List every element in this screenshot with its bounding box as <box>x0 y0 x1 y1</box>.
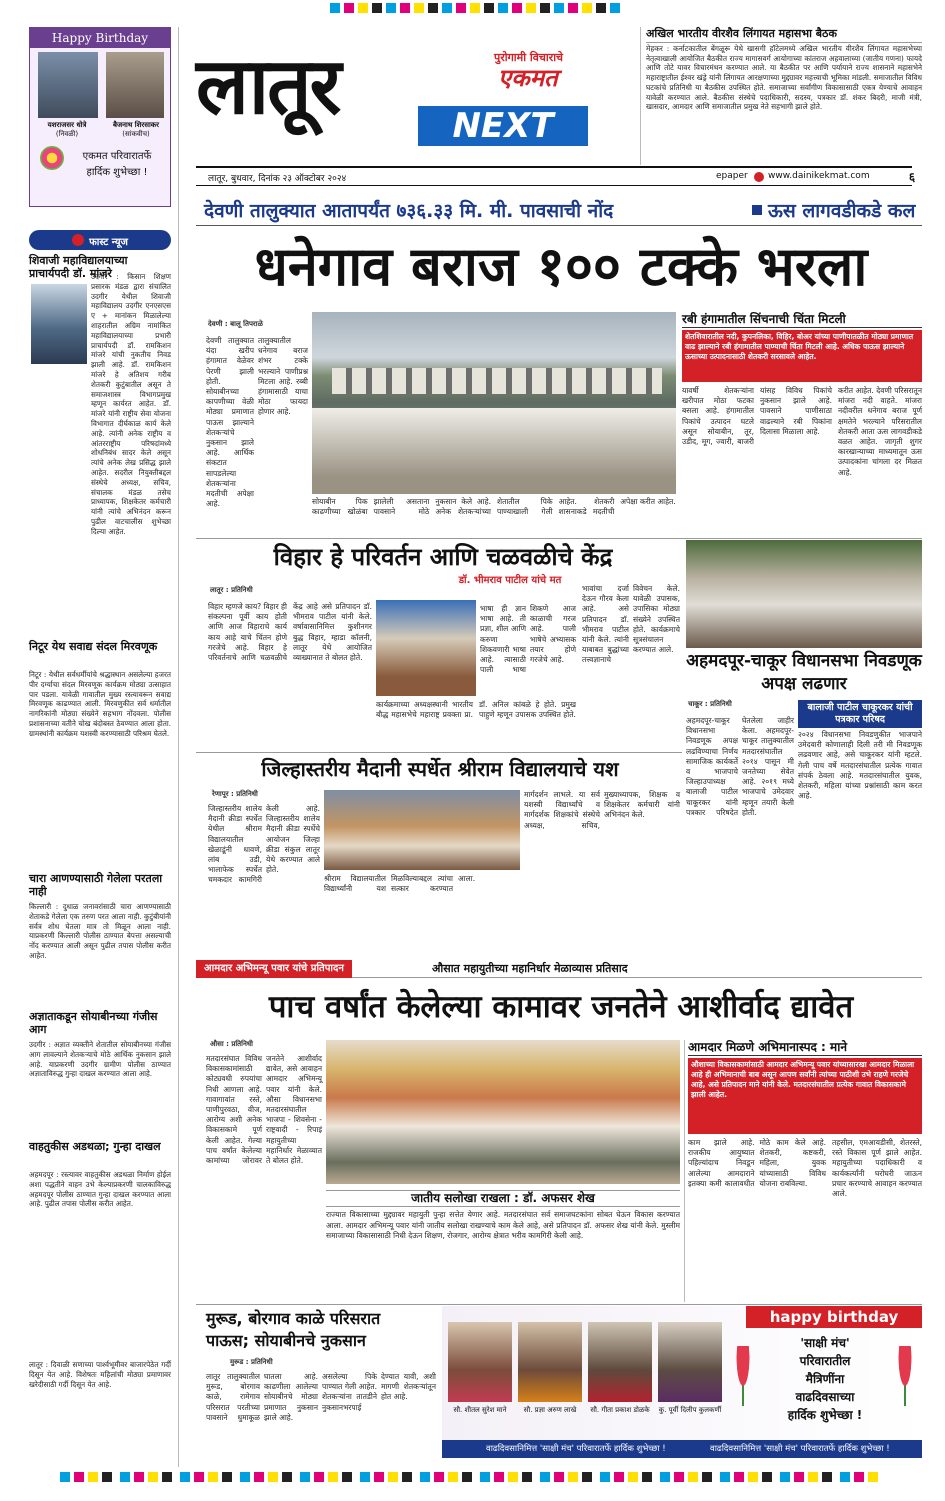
news-3-text: किल्लारी : दुधाळ जनावरांसाठी चारा आणण्यासाठी शेताकडे गेलेला एक तरुण परत आला नाही. कुटुंबीयांनी सर्वत्र शोध घेतला मात्र तो मिळून आला नाही. याप्रकरणी किल्लारी पोलीस ठाण्यात बेपत्ता असल्याची नोंद करण्यात आली असून पुढील तपास पोलीस करीत आहेत. <box>29 902 171 960</box>
banner-strap <box>196 194 922 226</box>
birthday-wish-2: परिवारातील <box>799 1354 851 1368</box>
fast-news-text: फास्ट न्यूज <box>89 237 128 248</box>
dam-col-2: तालुक्यातील धनेगाव बराज शंभर टक्के भरल्याने पाणीप्रश्न मिटला आहे. रब्बी हंगामासाठी याचा मोठा फायदा होणार आहे. <box>258 336 308 417</box>
flower-icon <box>40 146 64 170</box>
right-top-heading: अखिल भारतीय वीरशैव लिंगायत महासभा बैठक <box>646 27 922 43</box>
registration-bar-bottom <box>60 1472 880 1482</box>
masthead-rule <box>640 27 641 165</box>
mane-rule <box>684 1040 685 1302</box>
dam-sub-lead: शेतशिवारातील नदी, कुपनलिका, विहिर, बोअर यांच्या पाणीपातळीत मोठ्या प्रमाणात वाढ झाल्याने रबी हंगामातील पाण्याची चिंता मिटली आहे. अधिक पाऊस झाल्याने ऊसाच्या उत्पादनासाठी शेतकरी सरसावले आहेत. <box>682 330 922 382</box>
school-col-1: जिल्हास्तरीय शालेय मैदानी क्रीडा स्पर्धेत येथील श्रीराम विद्यालयातील खेळाडूंनी धावणे, लांब उडी, भालाफेक स्पर्धेत चमकदार कामगिरी केली आहे. जिल्हास्तरीय शालेय मैदानी क्रीडा स्पर्धेचे आयोजन जिल्हा क्रीडा संकुल लातूर येथे करण्यात आले होते. <box>208 804 320 885</box>
left-column-rule <box>178 27 179 1467</box>
ahmedpur-col-2: २०२४ विधानसभा निवडणुकीत भाजपाने उमेदवारी कोणालाही दिली तरी मी निवडणूक लढवणार आहे, असे चाकूरकर यांनी म्हटले. गेली पाच वर्षे मतदारसंघातील प्रत्येक गावात संपर्क ठेवला आहे. मतदारसंघातील युवक, शेतकरी, महिला यांच्या प्रश्नांसाठी काम करत आहे. <box>798 730 922 801</box>
news-3-headline: चारा आणण्यासाठी गेलेला परतला नाही <box>29 872 163 898</box>
dateline: लातूर, बुधवार, दिनांक २३ ऑक्टोबर २०२४ <box>208 174 347 184</box>
pawar-sub-head: जातीय सलोखा राखला : डॉ. अफसर शेख <box>326 1190 680 1207</box>
birthday-photo-b1 <box>448 1322 512 1402</box>
bihar-photo-caption: कार्यक्रमाच्या अध्यक्षस्थानी भारतीय बौद्ध महासभेचे महाराष्ट्र प्रवक्ता प्रा. डॉ. अनिल कांबळे हे होते. प्रमुख पाहुणे म्हणून उपासक उपस्थित होते. <box>376 700 576 720</box>
rule-after-bihar <box>196 752 682 753</box>
dam-photo <box>312 312 676 494</box>
news-4-headline: अज्ञाताकडून सोयाबीनच्या गंजीस आग <box>29 1010 158 1036</box>
bihar-col-1: विहार म्हणजे काय? विहार ही संकल्पना पूर्वी काय होती आणि आज विहाराचे कार्य काय आहे याचे चिंतन होणे गरजेचे आहे. विहार हे परिवर्तनाचे आणि चळवळीचे केंद्र आहे असे प्रतिपादन डॉ. भीमराव पाटील यांनी केले. वर्षावासानिमित्त कुशीनगर बुद्ध विहार, म्हाडा कॉलनी, लातूर येथे आयोजित व्याख्यानात ते बोलत होते. <box>208 602 372 663</box>
birthday-place-1: (निवळी) <box>55 130 79 138</box>
news-1-headline: शिवाजी महाविद्यालयाच्या प्राचार्यपदी डॉ. मांजरे <box>29 254 128 280</box>
birthday-name-b2: सौ. प्रज्ञा अरुण लाखे <box>523 1406 577 1414</box>
birthday-name-2: बैजनाथ शिरसाकर <box>112 121 160 129</box>
birthday-name-1: यशराजसर धोत्रे <box>47 121 87 129</box>
banner-strap-a: देवणी तालुक्यात आतापर्यंत ७३६.३३ मि. मी. पावसाची नोंद <box>204 200 614 222</box>
bihar-col-2: भाषा ही ज्ञान भाषा आहे. ती प्रज्ञा, शील आणि करुणा शिकवणारी भाषा आहे. त्यासाठी पाली भाषा शिकणे आज काळाची गरज आहे. पाली भाषेचे अभ्यासक तयार होणे गरजेचे आहे. <box>480 604 576 675</box>
birthday-banner: happy birthday <box>746 1306 922 1328</box>
ahmedpur-sub-head: बालाजी पाटील चाकूरकर यांची पत्रकार परिषद <box>798 700 922 728</box>
birthday-name-b4: कु. पूर्वी दिलीप कुलकर्णी <box>658 1406 722 1414</box>
fast-news-label <box>29 230 171 250</box>
right-top-text: मेहकर : कर्नाटकातील बेंगळूरू येथे खासगी हॉटेलमध्ये अखिल भारतीय वीरशैव लिंगायत महासभेच्या नेतृत्वाखाली आयोजित बैठकीत राज्य मागासवर्ग आयोगाच्या कांतराज अहवालाच्या (जातीय गणना) फायदे आणि तोटे यावर विचारमंथन करण्यात आले. या बैठकीत पर आणि पर्यायाने राज्य शासनाने महासभेने महाराष्ट्रातील ईश्वर खंड्रे यांनी लिंगायत आरक्षणाच्या मुद्द्यावर महत्त्वाची भूमिका मांडली. समाजातील विविध घटकांचे प्रतिनिधी या बैठकीस उपस्थित होते. समाजाच्या सर्वांगीण विकासासाठी एकत्र येण्याचे आवाहन यावेळी करण्यात आले. बैठकीस संस्थेचे पदाधिकारी, सदस्य, पत्रकार डॉ. शंकर बिदरी, माजी मंत्री, खासदार, आमदार आणि समाजातील प्रमुख नेते सहभागी झाले होते. <box>646 44 922 112</box>
birthday-wish-5: हार्दिक शुभेच्छा ! <box>787 1408 863 1422</box>
pawar-photo <box>326 1040 680 1184</box>
news-1-text: उदगीर : किसान शिक्षण प्रसारक मंडळ द्वारा संचालित उदगीर येथील शिवाजी महाविद्यालय उदगीर एनएसएस ए + मानांकन मिळालेल्या शाहरातील अग्रिम नामांकित महाविद्यालयाच्या प्रभारी प्राचार्यपदी डॉ. रामकिशन मांजरे यांची नुकतीच निवड झाली आहे. डॉ. रामकिशन मांजरे हे अतिशय गरीब शेतकरी कुटुंबातील असून ते समाजशास्त्र विभागप्रमुख म्हणून कार्यरत आहेत. डॉ. मांजरे यांनी राष्ट्रीय सेवा योजना विभागात दीर्घकाळ कार्य केले आहे. त्यांनी अनेक राष्ट्रीय व आंतरराष्ट्रीय परिषदांमध्ये शोधनिबंध सादर केले असून त्यांचे अनेक लेख प्रसिद्ध झाले आहेत. सदरील नियुक्तीबद्दल संस्थेचे अध्यक्ष, सचिव, संचालक मंडळ तसेच प्राध्यापक, शिक्षकेतर कर्मचारी यांनी त्यांचे अभिनंदन करून पुढील वाटचालीस शुभेच्छा दिल्या आहेत. <box>91 272 171 536</box>
registration-bar-top <box>330 3 620 13</box>
dam-col-1: देवणी तालुक्यात यंदा खरीप हंगामात वेळेवर पेरणी झाली होती. सोयाबीनच्या कापणीच्या वेळी मोठ्या प्रमाणात पाऊस झाल्याने शेतकऱ्यांचे नुकसान झाले आहे. आर्थिक संकटात सापडलेल्या शेतकऱ्यांना मदतीची अपेक्षा आहे. <box>206 336 254 509</box>
birthday-box-left <box>29 27 171 207</box>
rule-after-dam <box>196 538 922 539</box>
square-bullet-icon <box>752 205 762 215</box>
rule-after-pawar <box>196 1304 922 1305</box>
bihar-photo <box>376 600 476 696</box>
murud-headline-1: मुरूड, बोरगाव काळे परिसरात <box>206 1309 381 1328</box>
news-5-headline: वाहतुकीस अडथळा; गुन्हा दाखल <box>29 1140 161 1153</box>
murud-col-2: असलेल्या पिके पाण्यात गेली आहेत. शेतकऱ्यांना तातडीने नुकसानभरपाई देण्यात यावी, अशी मागणी शेतकऱ्यांतून होत आहे. <box>322 1372 436 1412</box>
birthday-greeting-1: एकमत परिवारातर्फे <box>82 151 152 162</box>
masthead-next: NEXT <box>418 106 588 146</box>
news-5-text: अहमदपूर : रस्त्यावर वाहतुकीस अडथळा निर्माण होईल अशा पद्धतीने वाहन उभे केल्याप्रकरणी चालकाविरुद्ध अहमदपूर पोलीस ठाण्यात गुन्हा दाखल करण्यात आला आहे. पुढील तपास पोलीस करीत आहेत. <box>29 1170 171 1209</box>
birthday-name-b3: सौ. गीता प्रकाश डोळके <box>590 1406 650 1414</box>
dam-under-photo: सोयाबीन पिक काढणीच्या खोळंबा झालेली असताना पावसाने मोठे नुकसान केले आहे. अनेक शेतकऱ्यांच्या शेतातील पिके पाण्याखाली गेली आहेत. शेतकरी शासनाकडे मदतीची अपेक्षा करीत आहेत. <box>312 497 676 517</box>
mane-heading: आमदार मिळणे अभिमानास्पद : माने <box>688 1040 922 1056</box>
pawar-strap <box>196 960 922 978</box>
bihar-quote-head: डॉ. भीमराव पाटील यांचे मत <box>458 575 562 586</box>
bihar-byline: लातूर : प्रतिनिधी <box>210 586 253 594</box>
banner-strap-b: ऊस लागवडीकडे कल <box>768 200 916 222</box>
dam-structure <box>332 368 662 394</box>
birthday-ticker <box>442 1440 922 1458</box>
mane-col-2: तहसील, एमआयडीसी, शेतरस्ते, रस्ते विकास पूर्ण झाले आहेत. महायुतीच्या पदाधिकारी व कार्यकर्त्यांनी घरोघरी जाऊन प्रचार करण्याचे आवाहन करण्यात आले. <box>832 1138 922 1199</box>
masthead-brand: एकमत <box>498 64 558 92</box>
fast-news-badge-icon <box>72 234 84 246</box>
birthday-photo-2 <box>106 52 164 118</box>
birthday-bottom-box <box>442 1306 922 1456</box>
birthday-wish-3: मैत्रिणींना <box>805 1372 845 1386</box>
birthday-wish-1: 'साक्षी मंच' <box>800 1336 850 1350</box>
birthday-heading: Happy Birthday <box>30 28 170 48</box>
news-4-text: उदगीर : अज्ञात व्यक्तीने शेतातील सोयाबीनच्या गंजीस आग लावल्याने शेतकऱ्याचे मोठे आर्थिक नुकसान झाले आहे. याप्रकरणी उदगीर ग्रामीण पोलीस ठाण्यात अज्ञाताविरुद्ध गुन्हा दाखल करण्यात आला आहे. <box>29 1040 171 1079</box>
ahmedpur-col-1: अहमदपूर-चाकूर विधानसभा निवडणूक अपक्ष लढविण्याचा निर्णय सामाजिक कार्यकर्ते व भाजपाचे जिल्हाउपाध्यक्ष बालाजी पाटील चाकूरकर यांनी पत्रकार परिषदेत घेतलेला जाहीर केला. अहमदपूर-चाकूर तालुक्यातील मतदारसंघातील २०१४ पासून मी जनतेच्या सेवेत आहे. २०१९ मध्ये भाजपाचे उमेदवार म्हणून तयारी केली होती. <box>686 716 794 817</box>
pawar-strap-left: आमदार अभिमन्यू पवार यांचे प्रतिपादन <box>196 960 352 978</box>
birthday-wish-4: वाढदिवसाच्या <box>795 1390 855 1404</box>
school-headline: जिल्हास्तरीय मैदानी स्पर्धेत श्रीराम विद्यालयाचे यश <box>261 757 619 781</box>
ahmedpur-photo <box>686 540 922 648</box>
birthday-photo-b3 <box>588 1322 652 1402</box>
dam-water <box>312 408 676 494</box>
murud-col-1: लातूर तालुक्यातील मुरूड, बोरगाव काळे, रामेगाव परिसरात परतीच्या पावसाने धुमाकूळ घातला आहे. काढणीला आलेल्या सोयाबीनचे मोठ्या प्रमाणात नुकसान झाले आहे. <box>206 1372 318 1422</box>
school-photo <box>324 790 520 870</box>
school-photo-caption: श्रीराम विद्यालयातील विद्यार्थ्यांनी यश मिळविल्याबद्दल त्यांचा सत्कार करण्यात आला. <box>324 874 476 894</box>
ticker-text-b: वाढदिवसानिमित्त 'साक्षी मंच' परिवारातर्फे हार्दिक शुभेच्छा ! <box>710 1444 890 1454</box>
birthday-place-2: (सांकवीच) <box>122 130 150 138</box>
masthead-title: लातूर <box>196 42 340 132</box>
news-2-text: निटूर : येथील सर्वधर्मीयांचे श्रद्धास्थान असलेल्या हजरत पीर दर्ग्याचा संदल मिरवणूक कार्यक्रम मोठ्या उत्साहात पार पडला. यावेळी गावातील मुख्य रस्त्यावरून सवाद्य मिरवणूक काढण्यात आली. मिरवणुकीत सर्व धर्मातील नागरिकांनी मोठ्या संख्येने सहभाग नोंदवला. पोलीस प्रशासनाच्या वतीने चोख बंदोबस्त ठेवण्यात आला होता. ग्रामस्थांनी कार्यक्रम यशस्वी करण्यासाठी परिश्रम घेतले. <box>29 670 171 738</box>
banner-headline: धनेगाव बराज १०० टक्के भरला <box>254 235 868 298</box>
murud-byline: मुरूड : प्रतिनिधी <box>230 1358 273 1366</box>
pawar-byline: औसा : प्रतिनिधी <box>210 1040 253 1048</box>
bihar-col-3: भावांचा दर्जा देऊन गौरव केला आहे. असे प्रतिपादन डॉ. भीमराव पाटील यांनी केले. त्यांनी याबाबत बुद्धांच्या तत्त्वज्ञानाचे विवेचन केले. यावेळी उपासक, उपासिका मोठ्या संख्येने उपस्थित होते. कार्यक्रमाचे सूत्रसंचालन करण्यात आले. <box>582 584 680 665</box>
dateline-bar <box>196 166 912 186</box>
birthday-name-b1: सौ. शीतल सुरेश माने <box>453 1406 507 1414</box>
pawar-col-1: मतदारसंघात विविध विकासकामांसाठी कोट्यवधी रुपयांचा निधी आणला आहे. गावागावांत रस्ते, पाणीपुरवठा, वीज, आरोग्य अशी अनेक विकासकामे पूर्ण केली आहेत. गेल्या पाच वर्षांत केलेल्या कामांच्या जोरावर जनतेने आशीर्वाद द्यावेत, असे आवाहन आमदार अभिमन्यू पवार यांनी केले. औसा विधानसभा मतदारसंघातील भाजपा - शिवसेना - राष्ट्रवादी - रिपाइं महायुतीच्या महानिर्धार मेळाव्यात ते बोलत होते. <box>206 1054 322 1166</box>
school-col-3: मार्गदर्शन लाभले. या सर्व यशस्वी विद्यार्थ्यांचे व मार्गदर्शक शिक्षकांचे संस्थेचे अध्यक्ष, सचिव, मुख्याध्यापक, शिक्षक व शिक्षकेतर कर्मचारी यांनी अभिनंदन केले. <box>524 790 680 830</box>
masthead-tagline: पुरोगामी विचाराचे <box>494 51 564 64</box>
news-6-text: लातूर : दिवाळी सणाच्या पार्श्वभूमीवर बाजारपेठेत गर्दी दिसून येत आहे. विशेषतः महिलांची मोठ्या प्रमाणावर खरेदीसाठी गर्दी दिसून येत आहे. <box>29 1360 171 1389</box>
pawar-sub-text: राज्यात विकासाच्या मुद्द्यावर महायुती पुन्हा सत्तेत येणार आहे. मतदारसंघात सर्व समाजघटकांना सोबत घेऊन विकास करण्यात आला. आमदार अभिमन्यू पवार यांनी जातीय सलोखा राखण्याचे काम केले आहे, असे प्रतिपादन डॉ. अफसर शेख यांनी केले. मुस्लीम समाजाच्या विकासासाठी निधी देऊन शिक्षण, रोजगार, आरोग्य क्षेत्रात भरीव कामगिरी केली आहे. <box>326 1210 680 1240</box>
page-number: ६ <box>908 170 916 184</box>
birthday-photo-b4 <box>658 1322 722 1402</box>
murud-headline-2: पाऊस; सोयाबीनचे नुकसान <box>206 1331 366 1350</box>
tulip-icon <box>732 1346 754 1406</box>
bihar-headline: विहार हे परिवर्तन आणि चळवळीचे केंद्र <box>273 543 613 571</box>
school-byline: रेणापूर : प्रतिनिधी <box>212 790 258 798</box>
mane-col-1: काम झाले आहे. राजकीय आयुष्यात पहिल्यांदाच निवडून आलेल्या आमदाराने इतक्या कमी कालावधीत मोठे काम केले आहे. शेतकरी, कष्टकरी, महिला, युवक यांच्यासाठी विविध योजना राबविल्या. <box>688 1138 826 1188</box>
birthday-photo-1 <box>38 52 98 118</box>
pawar-strap-right: औसात महायुतीच्या महानिर्धार मेळाव्यास प्रतिसाद <box>432 962 628 975</box>
mane-lead: औशाच्या विकासकामांसाठी आमदार अभिमन्यू पवार यांच्यासारखा आमदार मिळाला आहे ही अभिमानाची बाब असून आपण सर्वांनी त्यांच्या पाठीशी उभे राहणे गरजेचे आहे, असे प्रतिपादन माने यांनी केले. मतदारसंघातील प्रत्येक गावात विकासकामे झाली आहेत. <box>688 1058 922 1134</box>
birthday-photo-b2 <box>518 1322 582 1402</box>
ahmedpur-byline: चाकूर : प्रतिनिधी <box>688 700 732 708</box>
ticker-text-a: वाढदिवसानिमित्त 'साक्षी मंच' परिवारातर्फे हार्दिक शुभेच्छा ! <box>486 1444 666 1454</box>
birthday-greeting-2: हार्दिक शुभेच्छा ! <box>86 167 148 178</box>
dam-col-4: करीत आहेत. देवणी परिसरातून मांजरा नदी वाहते. मांजरा नदीवरील धनेगाव बराज पूर्ण क्षमतेने भरल्याने परिसरातील शेतकरी आता ऊस लागवडीकडे वळत आहेत. जागृती शुगर कारखान्याच्या माध्यमातून ऊस उत्पादकांना चांगला दर मिळत आहे. <box>838 386 922 477</box>
news-2-headline: निटूर येथ सवाद्य संदल मिरवणूक <box>29 640 158 653</box>
globe-icon <box>754 172 764 182</box>
ahmedpur-headline: अहमदपूर-चाकूर विधानसभा निवडणूक अपक्ष लढणार <box>686 651 922 694</box>
dam-col-3: यावर्षी शेतकऱ्यांना खरीपात मोठा फटका बसला आहे. हंगामातील पिकांचे उत्पादन घटले असून सोयाबीन, तूर, उडीद, मूग, ज्वारी, बाजरी यांसह विविध पिकांचे नुकसान झाले आहे. पावसाने पाणीसाठा वाढल्याने रबी पिकांना दिलासा मिळाला आहे. <box>682 386 832 447</box>
tulip-icon-right <box>894 1346 916 1406</box>
website-link[interactable]: www.dainikekmat.com <box>768 171 870 181</box>
epaper-label: epaper <box>716 171 748 181</box>
pawar-headline: पाच वर्षांत केलेल्या कामावर जनतेने आशीर्वाद द्यावेत <box>268 989 854 1025</box>
dam-sub-head: रबी हंगामातील सिंचनाची चिंता मिटली <box>682 312 922 328</box>
dam-byline: देवणी : बालू तिपराळे <box>208 320 263 328</box>
